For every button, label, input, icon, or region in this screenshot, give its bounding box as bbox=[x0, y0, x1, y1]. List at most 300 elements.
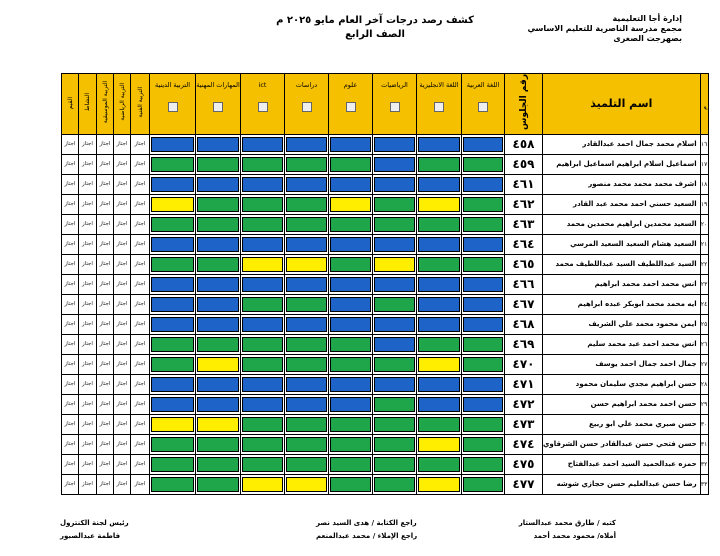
student-name: رضا حسن عبدالعليم حسن حجازي شوشه bbox=[543, 474, 701, 494]
grade-color-block bbox=[374, 397, 415, 412]
grade-cell bbox=[285, 414, 329, 434]
extra-result: اجتاز bbox=[62, 354, 79, 374]
row-number: ٣٣ bbox=[700, 474, 708, 494]
header-name: اسم التلميذ bbox=[543, 74, 701, 135]
grade-cell bbox=[196, 254, 241, 274]
grade-color-block bbox=[463, 317, 503, 332]
extra-result: اجتاز bbox=[114, 354, 131, 374]
row-number: ٣٢ bbox=[700, 454, 708, 474]
grade-cell bbox=[196, 374, 241, 394]
subject-grade-icon bbox=[434, 102, 444, 112]
extra-result: اجتاز bbox=[79, 174, 97, 194]
grade-color-block bbox=[418, 397, 460, 412]
grade-cell bbox=[329, 214, 373, 234]
student-name: اسلام محمد جمال احمد عبدالقادر bbox=[543, 134, 701, 154]
subject-grade-icon bbox=[258, 102, 268, 112]
grade-color-block bbox=[463, 237, 503, 252]
student-name: السعيد حسني احمد محمد عبد القادر bbox=[543, 194, 701, 214]
extra-result: اجتاز bbox=[131, 274, 150, 294]
extra-result: اجتاز bbox=[114, 194, 131, 214]
grade-color-block bbox=[197, 437, 239, 452]
row-number: ٢٨ bbox=[700, 374, 708, 394]
extra-result: اجتاز bbox=[79, 354, 97, 374]
extra-result: اجتاز bbox=[62, 454, 79, 474]
extra-result: اجتاز bbox=[79, 274, 97, 294]
grade-color-block bbox=[418, 157, 460, 172]
table-header-row bbox=[62, 74, 709, 135]
extra-result: اجتاز bbox=[62, 194, 79, 214]
header-extra-label: النشاط bbox=[84, 92, 91, 111]
grade-color-block bbox=[330, 377, 371, 392]
grade-color-block bbox=[197, 477, 239, 492]
grade-color-block bbox=[286, 337, 327, 352]
grade-cell bbox=[285, 394, 329, 414]
grade-cell bbox=[285, 354, 329, 374]
extra-result: اجتاز bbox=[131, 234, 150, 254]
extra-result: اجتاز bbox=[114, 254, 131, 274]
row-number: ١٩ bbox=[700, 194, 708, 214]
grade-color-block bbox=[242, 417, 283, 432]
extra-result: اجتاز bbox=[131, 354, 150, 374]
grade-cell bbox=[373, 294, 417, 314]
grade-color-block bbox=[151, 197, 194, 212]
student-name: حسن فتحي حسن عبدالقادر حسن الشرقاوي bbox=[543, 434, 701, 454]
grade-cell bbox=[150, 474, 196, 494]
grade-cell bbox=[417, 274, 462, 294]
seat-number: ٤٧٤ bbox=[505, 434, 543, 454]
grade-color-block bbox=[242, 237, 283, 252]
grade-cell bbox=[241, 254, 285, 274]
subject-grade-icon bbox=[478, 102, 488, 112]
grade-color-block bbox=[418, 297, 460, 312]
grade-color-block bbox=[330, 357, 371, 372]
table-row bbox=[62, 374, 709, 394]
grade-cell bbox=[241, 154, 285, 174]
grade-cell bbox=[417, 254, 462, 274]
grade-color-block bbox=[286, 397, 327, 412]
extra-result: اجتاز bbox=[97, 414, 114, 434]
extra-result: اجتاز bbox=[97, 194, 114, 214]
extra-result: اجتاز bbox=[79, 434, 97, 454]
grade-color-block bbox=[242, 177, 283, 192]
grade-color-block bbox=[286, 317, 327, 332]
grade-cell bbox=[373, 274, 417, 294]
extra-result: اجتاز bbox=[131, 454, 150, 474]
seat-number: ٤٧٧ bbox=[505, 474, 543, 494]
seat-number: ٤٧٥ bbox=[505, 454, 543, 474]
grade-cell bbox=[196, 294, 241, 314]
extra-result: اجتاز bbox=[79, 194, 97, 214]
grade-color-block bbox=[151, 177, 194, 192]
grade-color-block bbox=[197, 157, 239, 172]
grade-color-block bbox=[151, 277, 194, 292]
grade-color-block bbox=[242, 337, 283, 352]
extra-result: اجتاز bbox=[131, 194, 150, 214]
header-extra-1 bbox=[114, 74, 131, 135]
extra-result: اجتاز bbox=[97, 234, 114, 254]
grade-color-block bbox=[374, 457, 415, 472]
grade-cell bbox=[417, 134, 462, 154]
extra-result: اجتاز bbox=[114, 434, 131, 454]
row-number: ٢٥ bbox=[700, 314, 708, 334]
student-name: جمال احمد جمال احمد يوسف bbox=[543, 354, 701, 374]
grade-color-block bbox=[286, 197, 327, 212]
grade-color-block bbox=[197, 297, 239, 312]
grade-cell bbox=[417, 434, 462, 454]
grade-cell bbox=[373, 134, 417, 154]
grade-color-block bbox=[330, 137, 371, 152]
grade-color-block bbox=[197, 217, 239, 232]
extra-result: اجتاز bbox=[131, 334, 150, 354]
school-location: بصهرجت الصغرى bbox=[613, 34, 682, 43]
grade-color-block bbox=[330, 237, 371, 252]
grade-color-block bbox=[242, 377, 283, 392]
extra-result: اجتاز bbox=[114, 174, 131, 194]
grade-cell bbox=[196, 174, 241, 194]
grade-cell bbox=[150, 314, 196, 334]
grade-color-block bbox=[242, 457, 283, 472]
seat-number: ٤٦١ bbox=[505, 174, 543, 194]
grade-cell bbox=[196, 194, 241, 214]
grade-color-block bbox=[151, 457, 194, 472]
grade-color-block bbox=[330, 217, 371, 232]
grade-color-block bbox=[151, 417, 194, 432]
table-row bbox=[62, 414, 709, 434]
extra-result: اجتاز bbox=[114, 154, 131, 174]
grade-color-block bbox=[330, 177, 371, 192]
table-row bbox=[62, 254, 709, 274]
student-name: اسماعيل اسلام ابراهيم اسماعيل ابراهيم bbox=[543, 154, 701, 174]
grade-color-block bbox=[374, 237, 415, 252]
grade-color-block bbox=[463, 457, 503, 472]
header-subject-6 bbox=[196, 74, 241, 135]
table-row bbox=[62, 234, 709, 254]
grade-cell bbox=[196, 394, 241, 414]
grade-cell bbox=[373, 174, 417, 194]
grade-cell bbox=[196, 314, 241, 334]
grade-cell bbox=[196, 414, 241, 434]
grade-cell bbox=[196, 334, 241, 354]
extra-result: اجتاز bbox=[131, 314, 150, 334]
header-subject-7 bbox=[150, 74, 196, 135]
grade-cell bbox=[329, 334, 373, 354]
grade-cell bbox=[241, 174, 285, 194]
header-extra-label: التربية الموسيقية bbox=[101, 80, 109, 124]
grade-color-block bbox=[242, 437, 283, 452]
extra-result: اجتاز bbox=[114, 274, 131, 294]
school-info bbox=[527, 14, 682, 44]
table-row bbox=[62, 394, 709, 414]
seat-number: ٤٧٠ bbox=[505, 354, 543, 374]
grade-cell bbox=[462, 254, 505, 274]
grade-color-block bbox=[374, 137, 415, 152]
grade-cell bbox=[373, 454, 417, 474]
grade-cell bbox=[241, 394, 285, 414]
grade-color-block bbox=[242, 257, 283, 272]
header-num-label: م bbox=[700, 105, 708, 110]
seat-number: ٤٦٦ bbox=[505, 274, 543, 294]
grade-color-block bbox=[151, 157, 194, 172]
grade-color-block bbox=[374, 317, 415, 332]
header-extra-0 bbox=[131, 74, 150, 135]
extra-result: اجتاز bbox=[114, 294, 131, 314]
grade-cell bbox=[373, 394, 417, 414]
grade-color-block bbox=[374, 177, 415, 192]
grade-cell bbox=[329, 174, 373, 194]
grade-color-block bbox=[330, 297, 371, 312]
grade-color-block bbox=[463, 297, 503, 312]
grade-cell bbox=[417, 234, 462, 254]
grade-cell bbox=[150, 154, 196, 174]
grade-cell bbox=[196, 474, 241, 494]
header-subject-label: التربية الدينية bbox=[154, 81, 191, 89]
extra-result: اجتاز bbox=[114, 474, 131, 494]
extra-result: اجتاز bbox=[62, 274, 79, 294]
grade-color-block bbox=[374, 277, 415, 292]
grade-cell bbox=[196, 354, 241, 374]
extra-result: اجتاز bbox=[131, 134, 150, 154]
grade-cell bbox=[417, 474, 462, 494]
student-name: السعيد محمدين ابراهيم محمدين محمد bbox=[543, 214, 701, 234]
admin-name: إدارة أجا التعليمية bbox=[612, 14, 682, 23]
extra-result: اجتاز bbox=[114, 394, 131, 414]
grade-cell bbox=[285, 454, 329, 474]
extra-result: اجتاز bbox=[97, 154, 114, 174]
grade-cell bbox=[285, 434, 329, 454]
grade-cell bbox=[462, 194, 505, 214]
grade-cell bbox=[462, 474, 505, 494]
grade-cell bbox=[196, 234, 241, 254]
grade-cell bbox=[329, 434, 373, 454]
row-number: ٢١ bbox=[700, 234, 708, 254]
grade-cell bbox=[150, 414, 196, 434]
table-row bbox=[62, 434, 709, 454]
grade-cell bbox=[462, 454, 505, 474]
review-writing-signature: راجع الكتابة / هدى السيد نصر bbox=[316, 519, 417, 527]
row-number: ٢٠ bbox=[700, 214, 708, 234]
grade-subtitle: الصف الرابع bbox=[345, 29, 405, 40]
extra-result: اجتاز bbox=[97, 474, 114, 494]
header-extra-2 bbox=[97, 74, 114, 135]
grade-cell bbox=[241, 274, 285, 294]
grade-cell bbox=[329, 194, 373, 214]
extra-result: اجتاز bbox=[97, 434, 114, 454]
student-name: حسن صبري محمد علي ابو ربيع bbox=[543, 414, 701, 434]
header-seat-label: رقم الجلوس bbox=[518, 74, 529, 130]
table-row bbox=[62, 294, 709, 314]
grade-color-block bbox=[330, 337, 371, 352]
extra-result: اجتاز bbox=[62, 314, 79, 334]
grade-cell bbox=[373, 354, 417, 374]
row-number: ٢٢ bbox=[700, 254, 708, 274]
extra-result: اجتاز bbox=[79, 394, 97, 414]
grade-color-block bbox=[151, 297, 194, 312]
extra-result: اجتاز bbox=[131, 374, 150, 394]
grade-cell bbox=[329, 134, 373, 154]
header-subject-label: اللغة الانجليزية bbox=[419, 81, 459, 89]
grade-color-block bbox=[330, 257, 371, 272]
grade-color-block bbox=[197, 197, 239, 212]
grade-cell bbox=[373, 254, 417, 274]
grade-color-block bbox=[242, 477, 283, 492]
extra-result: اجتاز bbox=[79, 154, 97, 174]
grade-cell bbox=[150, 394, 196, 414]
grade-cell bbox=[417, 194, 462, 214]
grade-cell bbox=[462, 294, 505, 314]
grade-color-block bbox=[242, 277, 283, 292]
grade-cell bbox=[417, 154, 462, 174]
grade-color-block bbox=[463, 417, 503, 432]
grade-cell bbox=[285, 314, 329, 334]
grade-color-block bbox=[197, 357, 239, 372]
grade-cell bbox=[329, 414, 373, 434]
table-row bbox=[62, 174, 709, 194]
grade-color-block bbox=[286, 437, 327, 452]
grade-cell bbox=[150, 254, 196, 274]
subject-grade-icon bbox=[346, 102, 356, 112]
grade-color-block bbox=[242, 137, 283, 152]
header-subject-label: دراسات bbox=[295, 81, 318, 89]
header-extra-3 bbox=[79, 74, 97, 135]
grade-color-block bbox=[374, 377, 415, 392]
grade-cell bbox=[241, 434, 285, 454]
grade-cell bbox=[196, 454, 241, 474]
document-title: كشف رصد درجات آخر العام مايو ٢٠٢٥ م bbox=[276, 15, 474, 26]
extra-result: اجتاز bbox=[62, 294, 79, 314]
grade-color-block bbox=[463, 157, 503, 172]
grade-color-block bbox=[463, 277, 503, 292]
table-row bbox=[62, 194, 709, 214]
extra-result: اجتاز bbox=[114, 214, 131, 234]
grade-cell bbox=[285, 234, 329, 254]
grade-color-block bbox=[286, 417, 327, 432]
grade-cell bbox=[329, 254, 373, 274]
seat-number: ٤٥٨ bbox=[505, 134, 543, 154]
grade-color-block bbox=[463, 397, 503, 412]
subject-grade-icon bbox=[213, 102, 223, 112]
extra-result: اجتاز bbox=[79, 134, 97, 154]
student-name: انس محمد احمد عبد محمد سليم bbox=[543, 334, 701, 354]
header-extra-4 bbox=[62, 74, 79, 135]
table-row bbox=[62, 154, 709, 174]
row-number: ١٨ bbox=[700, 174, 708, 194]
extra-result: اجتاز bbox=[114, 414, 131, 434]
table-row bbox=[62, 134, 709, 154]
extra-result: اجتاز bbox=[79, 294, 97, 314]
grade-cell bbox=[462, 374, 505, 394]
grade-color-block bbox=[374, 297, 415, 312]
grade-color-block bbox=[418, 417, 460, 432]
extra-result: اجتاز bbox=[79, 234, 97, 254]
grade-color-block bbox=[286, 177, 327, 192]
student-name: حسن ابراهيم مجدي سليمان محمود bbox=[543, 374, 701, 394]
grade-color-block bbox=[151, 377, 194, 392]
grade-color-block bbox=[463, 217, 503, 232]
grade-cell bbox=[329, 454, 373, 474]
row-number: ٢٦ bbox=[700, 334, 708, 354]
grade-cell bbox=[462, 134, 505, 154]
grade-cell bbox=[329, 374, 373, 394]
grade-cell bbox=[241, 314, 285, 334]
grade-cell bbox=[373, 154, 417, 174]
seat-number: ٤٦٢ bbox=[505, 194, 543, 214]
header-subject-4 bbox=[285, 74, 329, 135]
grade-color-block bbox=[197, 257, 239, 272]
header-extra-label: القيم bbox=[66, 97, 74, 110]
grade-cell bbox=[373, 214, 417, 234]
grade-color-block bbox=[151, 137, 194, 152]
extra-result: اجتاز bbox=[131, 434, 150, 454]
grade-color-block bbox=[197, 417, 239, 432]
row-number: ٢٧ bbox=[700, 354, 708, 374]
grade-color-block bbox=[151, 357, 194, 372]
grade-color-block bbox=[286, 377, 327, 392]
grade-cell bbox=[196, 274, 241, 294]
grade-color-block bbox=[242, 297, 283, 312]
grade-cell bbox=[285, 174, 329, 194]
grade-cell bbox=[373, 474, 417, 494]
extra-result: اجتاز bbox=[114, 314, 131, 334]
grade-cell bbox=[373, 334, 417, 354]
grade-cell bbox=[196, 134, 241, 154]
grade-color-block bbox=[418, 277, 460, 292]
grade-cell bbox=[150, 174, 196, 194]
grade-color-block bbox=[463, 477, 503, 492]
grade-cell bbox=[462, 274, 505, 294]
extra-result: اجتاز bbox=[114, 334, 131, 354]
extra-result: اجتاز bbox=[62, 214, 79, 234]
grade-color-block bbox=[418, 437, 460, 452]
extra-result: اجتاز bbox=[97, 374, 114, 394]
grade-color-block bbox=[286, 477, 327, 492]
extra-result: اجتاز bbox=[62, 394, 79, 414]
grade-color-block bbox=[418, 477, 460, 492]
grade-cell bbox=[241, 134, 285, 154]
row-number: ٢٩ bbox=[700, 394, 708, 414]
grade-color-block bbox=[463, 337, 503, 352]
extra-result: اجتاز bbox=[62, 434, 79, 454]
grade-color-block bbox=[242, 357, 283, 372]
grade-cell bbox=[462, 434, 505, 454]
grade-color-block bbox=[286, 217, 327, 232]
extra-result: اجتاز bbox=[97, 274, 114, 294]
extra-result: اجتاز bbox=[114, 454, 131, 474]
grade-cell bbox=[329, 474, 373, 494]
subject-grade-icon bbox=[168, 102, 178, 112]
extra-result: اجتاز bbox=[131, 474, 150, 494]
grade-color-block bbox=[374, 337, 415, 352]
grade-cell bbox=[285, 374, 329, 394]
student-name: السعيد هشام السعيد السعيد المرسي bbox=[543, 234, 701, 254]
grade-cell bbox=[373, 414, 417, 434]
student-name: حسن احمد محمد ابراهيم حسن bbox=[543, 394, 701, 414]
grade-cell bbox=[241, 194, 285, 214]
grade-cell bbox=[373, 234, 417, 254]
grade-cell bbox=[196, 214, 241, 234]
header-subject-5 bbox=[241, 74, 285, 135]
grade-color-block bbox=[330, 457, 371, 472]
header-subject-label: الرياضيات bbox=[381, 81, 408, 89]
extra-result: اجتاز bbox=[97, 134, 114, 154]
row-number: ٢٤ bbox=[700, 294, 708, 314]
row-number: ٢٣ bbox=[700, 274, 708, 294]
grade-cell bbox=[241, 354, 285, 374]
grade-color-block bbox=[151, 437, 194, 452]
extra-result: اجتاز bbox=[131, 394, 150, 414]
grade-color-block bbox=[374, 477, 415, 492]
grade-color-block bbox=[197, 397, 239, 412]
grade-color-block bbox=[151, 317, 194, 332]
